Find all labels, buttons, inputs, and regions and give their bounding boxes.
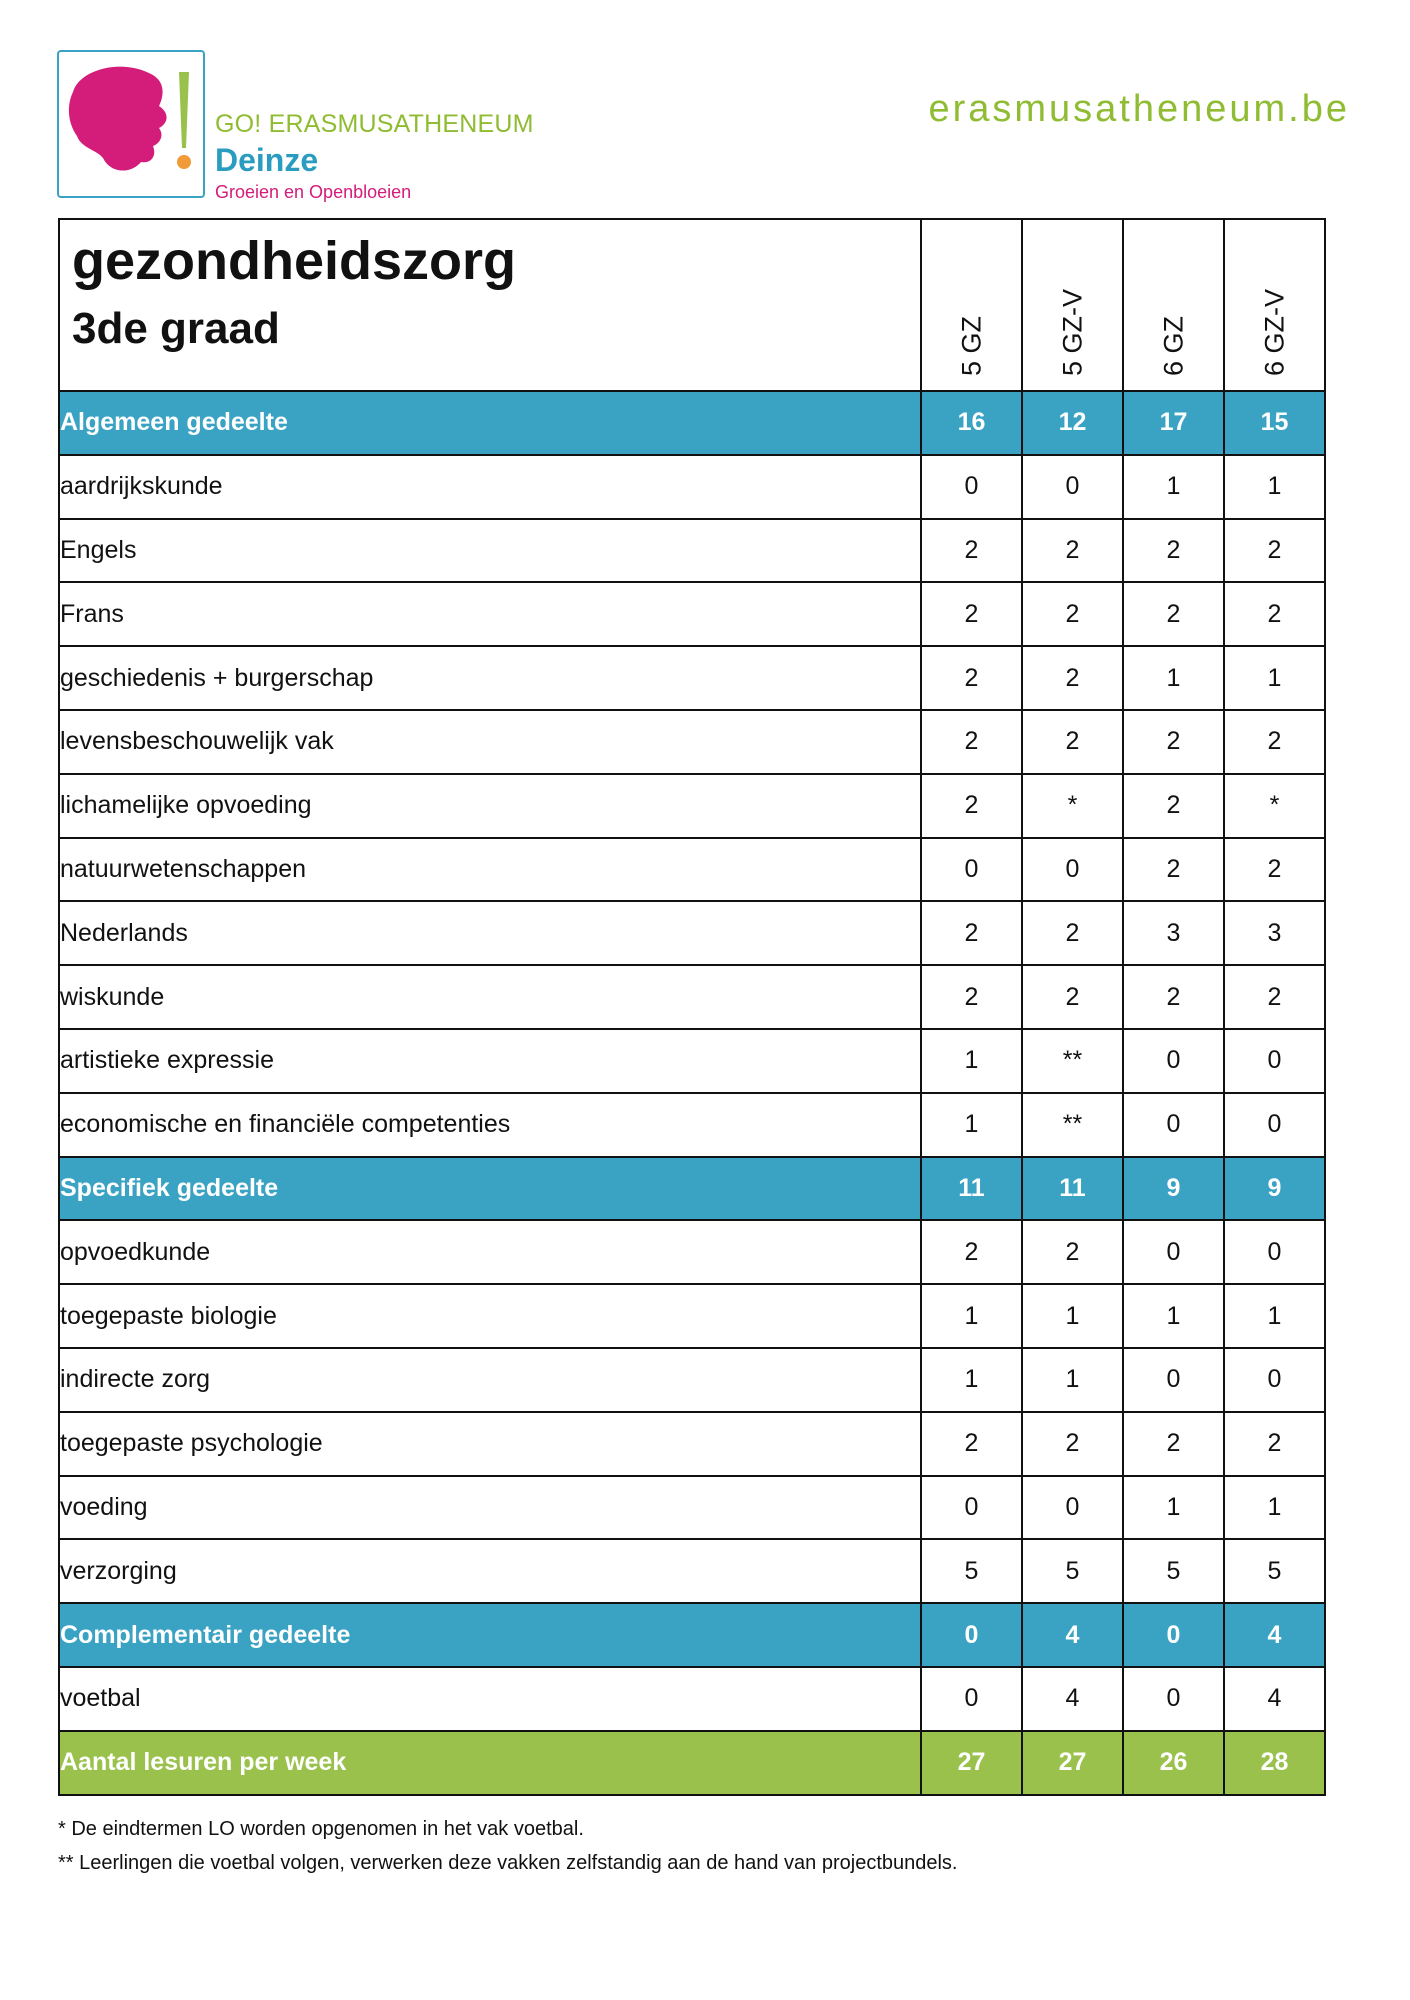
section-row — [59, 1157, 1325, 1221]
subject-label: verzorging — [59, 1539, 921, 1603]
hours-cell: 2 — [1224, 838, 1325, 902]
subject-label: indirecte zorg — [59, 1348, 921, 1412]
table-row — [59, 774, 1325, 838]
hours-cell: 2 — [1022, 1220, 1123, 1284]
table-row — [59, 582, 1325, 646]
table-row — [59, 519, 1325, 583]
hours-cell: 0 — [1022, 838, 1123, 902]
hours-cell: 15 — [1224, 391, 1325, 455]
subject-label: lichamelijke opvoeding — [59, 774, 921, 838]
hours-cell: 2 — [1123, 838, 1224, 902]
hours-cell: 2 — [921, 965, 1022, 1029]
hours-cell: 1 — [1022, 1284, 1123, 1348]
section-label: Specifiek gedeelte — [59, 1157, 921, 1221]
column-header-label: 5 GZ — [956, 315, 986, 376]
hours-cell: 0 — [1022, 455, 1123, 519]
subject-label: natuurwetenschappen — [59, 838, 921, 902]
hours-cell: 2 — [1123, 965, 1224, 1029]
table-row — [59, 1220, 1325, 1284]
hours-cell: 2 — [1022, 710, 1123, 774]
hours-cell: 2 — [921, 774, 1022, 838]
page-title: gezondheidszorg — [72, 231, 516, 291]
subject-label: wiskunde — [59, 965, 921, 1029]
hours-cell: 2 — [1022, 901, 1123, 965]
hours-cell: 2 — [1224, 1412, 1325, 1476]
hours-cell: 5 — [1224, 1539, 1325, 1603]
table-header-row — [59, 219, 1325, 391]
hours-cell: 12 — [1022, 391, 1123, 455]
hours-cell: 1 — [1123, 1476, 1224, 1540]
section-label: Aantal lesuren per week — [59, 1731, 921, 1795]
table-row — [59, 1412, 1325, 1476]
hours-cell: 2 — [1022, 646, 1123, 710]
column-header-label: 6 GZ-V — [1259, 288, 1289, 376]
subject-label: Nederlands — [59, 901, 921, 965]
hours-cell: 4 — [1224, 1667, 1325, 1731]
total-row — [59, 1731, 1325, 1795]
hours-cell: 2 — [1022, 519, 1123, 583]
section-label: Complementair gedeelte — [59, 1603, 921, 1667]
hours-cell: 3 — [1224, 901, 1325, 965]
table-row — [59, 1348, 1325, 1412]
hours-cell: 5 — [1123, 1539, 1224, 1603]
hours-cell: 1 — [1224, 455, 1325, 519]
hours-cell: 0 — [1224, 1029, 1325, 1093]
footnote: ** Leerlingen die voetbal volgen, verwerken deze vakken zelfstandig aan de hand van projectbundels. — [58, 1852, 958, 1874]
hours-cell: 2 — [1224, 710, 1325, 774]
hours-cell: 1 — [1123, 1284, 1224, 1348]
subject-label: opvoedkunde — [59, 1220, 921, 1284]
hours-cell: 1 — [1224, 1476, 1325, 1540]
table-row — [59, 1667, 1325, 1731]
hours-cell: 2 — [1022, 965, 1123, 1029]
hours-cell: * — [1022, 774, 1123, 838]
table-row — [59, 1284, 1325, 1348]
table-row — [59, 838, 1325, 902]
hours-cell: 2 — [921, 901, 1022, 965]
hours-cell: 11 — [1022, 1157, 1123, 1221]
hours-cell: 2 — [1123, 710, 1224, 774]
footnotes — [58, 1812, 958, 1880]
section-label: Algemeen gedeelte — [59, 391, 921, 455]
hours-cell: 0 — [1123, 1603, 1224, 1667]
hours-cell: 2 — [1224, 965, 1325, 1029]
hours-cell: 1 — [1123, 455, 1224, 519]
logo-tagline: Groeien en Openbloeien — [215, 182, 412, 202]
hours-cell: 1 — [921, 1284, 1022, 1348]
hours-cell: 1 — [921, 1093, 1022, 1157]
hours-cell: 2 — [1123, 1412, 1224, 1476]
column-header — [921, 219, 1022, 391]
hours-cell: 0 — [1224, 1093, 1325, 1157]
hours-cell: 2 — [921, 646, 1022, 710]
subject-label: toegepaste psychologie — [59, 1412, 921, 1476]
column-header-label: 6 GZ — [1158, 315, 1188, 376]
subject-label: artistieke expressie — [59, 1029, 921, 1093]
hours-cell: 4 — [1224, 1603, 1325, 1667]
hours-cell: 0 — [921, 455, 1022, 519]
hours-cell: 27 — [921, 1731, 1022, 1795]
subject-label: levensbeschouwelijk vak — [59, 710, 921, 774]
hours-cell: 26 — [1123, 1731, 1224, 1795]
hours-cell: 0 — [921, 1476, 1022, 1540]
hours-cell: 0 — [1123, 1667, 1224, 1731]
page-subtitle: 3de graad — [72, 304, 280, 353]
column-header — [1123, 219, 1224, 391]
hours-cell: 2 — [921, 1412, 1022, 1476]
section-row — [59, 391, 1325, 455]
hours-cell: 0 — [1123, 1093, 1224, 1157]
hours-cell: 17 — [1123, 391, 1224, 455]
hours-cell: 0 — [921, 1603, 1022, 1667]
logo-school-name: GO! ERASMUSATHENEUM — [215, 110, 534, 138]
column-header — [1224, 219, 1325, 391]
hours-cell: 0 — [1022, 1476, 1123, 1540]
hours-cell: 2 — [1224, 582, 1325, 646]
hours-cell: 2 — [921, 1220, 1022, 1284]
subject-label: aardrijkskunde — [59, 455, 921, 519]
logo-city-name: Deinze — [215, 142, 319, 178]
table-row — [59, 965, 1325, 1029]
curriculum-table — [58, 218, 1326, 1796]
hours-cell: 5 — [1022, 1539, 1123, 1603]
hours-cell: 9 — [1224, 1157, 1325, 1221]
hours-cell: 0 — [1224, 1220, 1325, 1284]
table-row — [59, 1539, 1325, 1603]
footnote: * De eindtermen LO worden opgenomen in het vak voetbal. — [58, 1818, 584, 1840]
hours-cell: 0 — [1123, 1348, 1224, 1412]
hours-cell: 2 — [921, 582, 1022, 646]
hours-cell: 27 — [1022, 1731, 1123, 1795]
table-row — [59, 1093, 1325, 1157]
hours-cell: 2 — [1224, 519, 1325, 583]
hours-cell: 0 — [1224, 1348, 1325, 1412]
subject-label: geschiedenis + burgerschap — [59, 646, 921, 710]
hours-cell: 1 — [1123, 646, 1224, 710]
subject-label: Engels — [59, 519, 921, 583]
hours-cell: 28 — [1224, 1731, 1325, 1795]
hours-cell: 0 — [1123, 1220, 1224, 1284]
website-link[interactable]: erasmusatheneum.be — [928, 88, 1350, 130]
hours-cell: 2 — [1022, 1412, 1123, 1476]
hours-cell: 0 — [921, 838, 1022, 902]
subject-label: economische en financiële competenties — [59, 1093, 921, 1157]
hours-cell: 2 — [1123, 582, 1224, 646]
subject-label: toegepaste biologie — [59, 1284, 921, 1348]
section-row — [59, 1603, 1325, 1667]
hours-cell: * — [1224, 774, 1325, 838]
column-header-label: 5 GZ-V — [1057, 288, 1087, 376]
hours-cell: ** — [1022, 1029, 1123, 1093]
hours-cell: 4 — [1022, 1603, 1123, 1667]
hours-cell: 2 — [921, 519, 1022, 583]
table-title-cell — [59, 219, 921, 391]
hours-cell: 1 — [1224, 1284, 1325, 1348]
hours-cell: 9 — [1123, 1157, 1224, 1221]
logo-emblem — [57, 50, 205, 198]
hours-cell: 4 — [1022, 1667, 1123, 1731]
table-row — [59, 901, 1325, 965]
table-row — [59, 646, 1325, 710]
table-row — [59, 1476, 1325, 1540]
hours-cell: 0 — [1123, 1029, 1224, 1093]
table-row — [59, 455, 1325, 519]
subject-label: voetbal — [59, 1667, 921, 1731]
hours-cell: 2 — [1123, 774, 1224, 838]
hours-cell: 16 — [921, 391, 1022, 455]
hours-cell: 5 — [921, 1539, 1022, 1603]
hours-cell: 3 — [1123, 901, 1224, 965]
hours-cell: 1 — [1224, 646, 1325, 710]
hours-cell: 1 — [921, 1348, 1022, 1412]
school-logo — [57, 50, 597, 205]
hours-cell: 1 — [1022, 1348, 1123, 1412]
column-header — [1022, 219, 1123, 391]
profile-head-icon — [59, 52, 207, 200]
hours-cell: 1 — [921, 1029, 1022, 1093]
table-row — [59, 710, 1325, 774]
hours-cell: ** — [1022, 1093, 1123, 1157]
hours-cell: 2 — [1123, 519, 1224, 583]
hours-cell: 11 — [921, 1157, 1022, 1221]
hours-cell: 0 — [921, 1667, 1022, 1731]
subject-label: voeding — [59, 1476, 921, 1540]
subject-label: Frans — [59, 582, 921, 646]
hours-cell: 2 — [1022, 582, 1123, 646]
table-row — [59, 1029, 1325, 1093]
hours-cell: 2 — [921, 710, 1022, 774]
